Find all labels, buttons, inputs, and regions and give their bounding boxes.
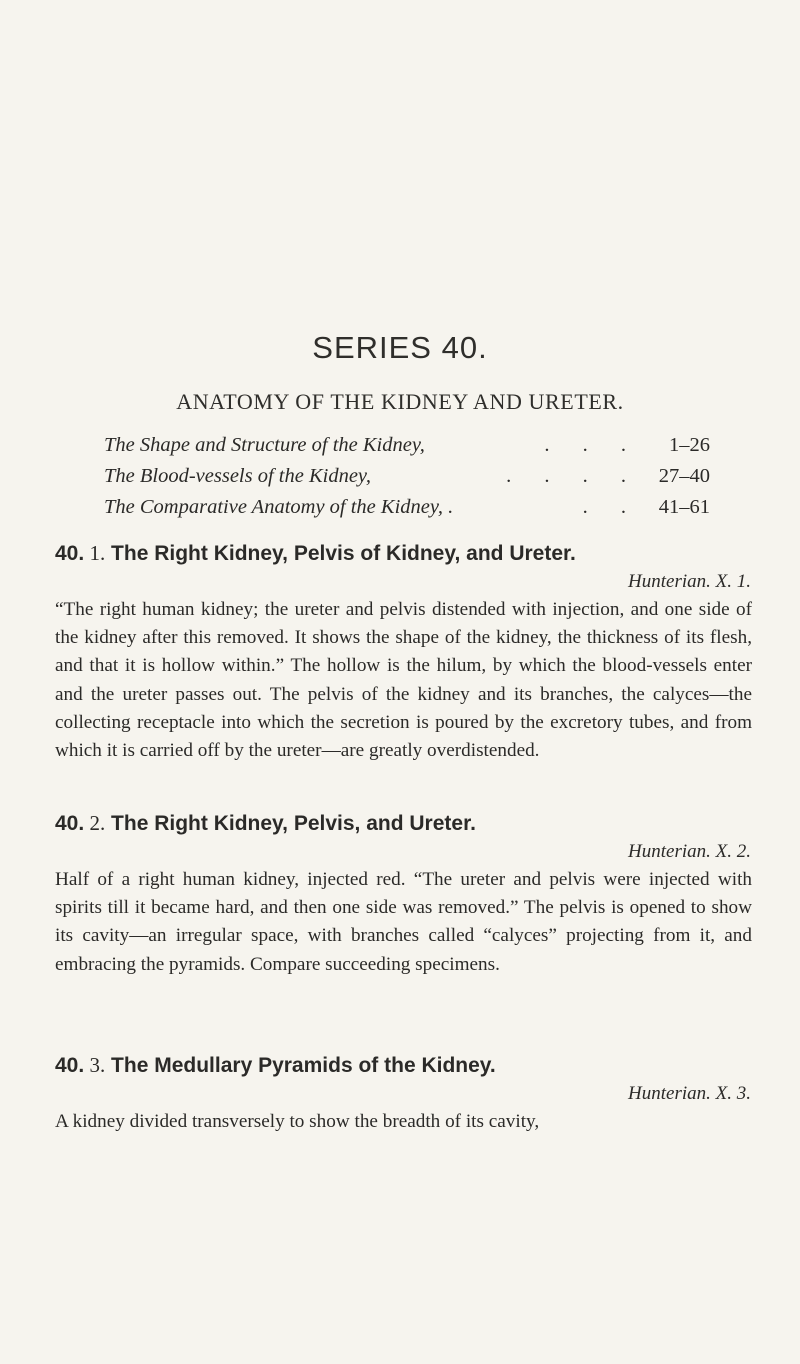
table-of-contents <box>104 434 710 527</box>
item-number: 1. <box>89 541 106 565</box>
entry-number <box>55 811 105 835</box>
series-number: 40. <box>55 1054 85 1077</box>
entry-paragraph: “The right human kidney; the ureter and pelvis distended with injection, and one side of the kidney after this removed. It shows the shape of the kidney, the thickness of its flesh, and that it is hollow within.” The hollow is the hilum, by which the blood-vessels enter and the ureter passes out. The pelvis of the kidney and its branches, the calyces—the collecting receptacle into which the secretion is poured by the excretory tubes, and from which it is carried off by the ureter—are greatly overdistended. <box>55 599 752 762</box>
entry-title: The Right Kidney, Pelvis, and Ureter. <box>111 812 476 835</box>
toc-row <box>104 465 710 496</box>
catalogue-entry <box>55 538 752 765</box>
entry-body <box>55 1108 752 1136</box>
toc-title: The Shape and Structure of the Kidney, <box>104 434 425 456</box>
catalogue-entry <box>55 1050 752 1136</box>
entry-title: The Right Kidney, Pelvis of Kidney, and Ureter. <box>111 542 576 565</box>
catalogue-entry <box>55 808 752 979</box>
entry-heading <box>55 538 752 568</box>
toc-range: 27–40 <box>658 465 710 487</box>
entry-paragraph: Half of a right human kidney, injected red. “The ureter and pelvis were injected with spirits till it became hard, and then one side was removed.” The pelvis is opened to show its cavity—an irregular space, with branches called “calyces” projecting from it, and embracing the pyramids. Compare succeeding specimens. <box>55 869 752 975</box>
entry-number <box>55 541 105 565</box>
toc-range: 1–26 <box>669 434 710 456</box>
subject-title: ANATOMY OF THE KIDNEY AND URETER. <box>176 389 624 414</box>
series-title: SERIES 40. <box>312 330 488 365</box>
item-number: 3. <box>89 1053 106 1077</box>
entry-heading <box>55 1050 752 1080</box>
entry-body <box>55 866 752 979</box>
entry-heading <box>55 808 752 838</box>
entry-number <box>55 1053 105 1077</box>
toc-title: The Blood-vessels of the Kidney, <box>104 465 372 487</box>
toc-leader-dots: . . . . <box>506 465 640 487</box>
toc-leader-dots: . . . <box>544 434 640 456</box>
toc-range: 41–61 <box>658 496 710 518</box>
entry-source: Hunterian. X. 1. <box>628 571 751 592</box>
item-number: 2. <box>89 811 106 835</box>
toc-row <box>104 496 710 527</box>
series-number: 40. <box>55 812 85 835</box>
entry-title: The Medullary Pyramids of the Kidney. <box>111 1054 496 1077</box>
entry-body <box>55 596 752 765</box>
toc-row <box>104 434 710 465</box>
entry-source: Hunterian. X. 3. <box>628 1083 751 1104</box>
toc-title: The Comparative Anatomy of the Kidney, . <box>104 496 454 518</box>
toc-leader-dots: . . <box>582 496 640 518</box>
entry-source: Hunterian. X. 2. <box>628 841 751 862</box>
entry-paragraph: A kidney divided transversely to show the breadth of its cavity, <box>55 1111 540 1132</box>
series-number: 40. <box>55 542 85 565</box>
